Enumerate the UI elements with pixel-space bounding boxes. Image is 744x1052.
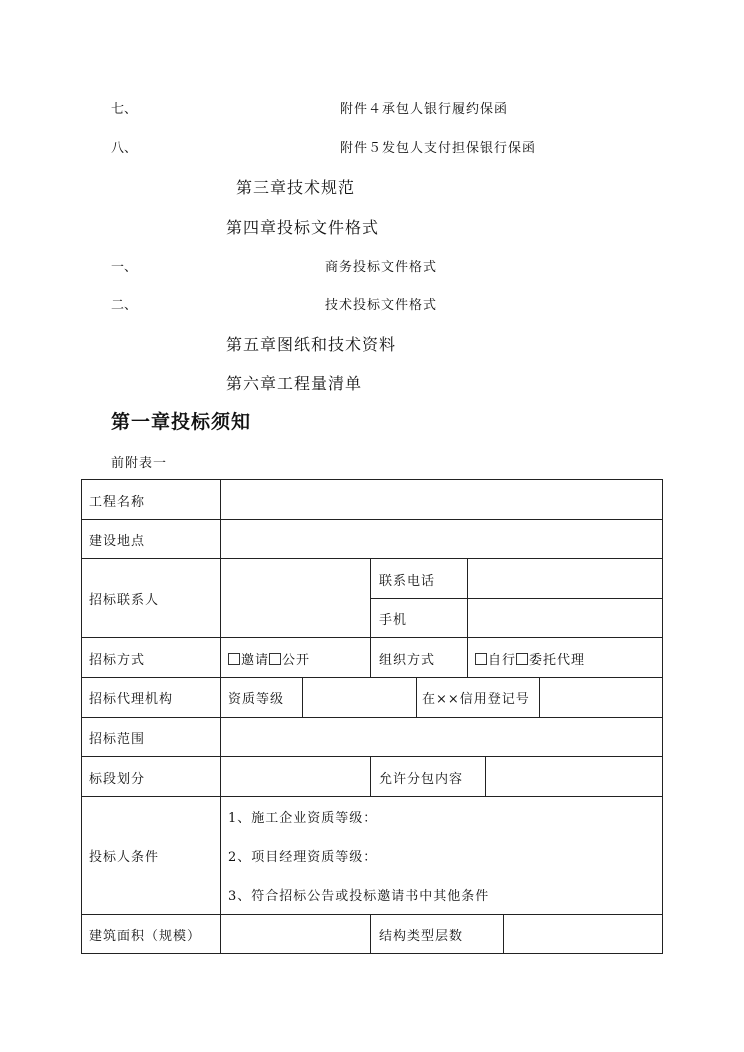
col-divider — [370, 756, 371, 796]
open-option-label: 公开 — [282, 653, 311, 668]
area-label: 建筑面积（规模） — [89, 929, 202, 944]
method-options — [228, 649, 310, 668]
row-divider — [370, 598, 663, 599]
col-divider — [220, 479, 221, 954]
bid-info-table — [81, 479, 663, 954]
toc-chapter-3: 第三章技术规范 — [236, 178, 356, 197]
structure-label: 结构类型层数 — [379, 929, 464, 944]
toc-chapter-4: 第四章投标文件格式 — [226, 218, 380, 237]
row-divider — [81, 796, 663, 797]
method-label: 招标方式 — [89, 653, 146, 668]
row-divider — [81, 637, 663, 638]
row-divider — [81, 677, 663, 678]
phone-label: 联系电话 — [379, 574, 436, 589]
qualification-label: 资质等级 — [228, 692, 285, 707]
org-method-options — [475, 649, 585, 668]
col-divider — [503, 914, 504, 954]
row-divider — [81, 558, 663, 559]
col-divider — [467, 637, 468, 677]
subcontract-label: 允许分包内容 — [379, 772, 464, 787]
toc-sub-2-num: 二、 — [111, 298, 138, 313]
location-label: 建设地点 — [89, 534, 146, 549]
condition-1: 1、施工企业资质等级： — [228, 811, 378, 826]
toc-item-7-text: 附件４承包人银行履约保函 — [340, 102, 509, 117]
scope-label: 招标范围 — [89, 732, 146, 747]
agent-option-label: 委托代理 — [529, 653, 586, 668]
self-checkbox[interactable] — [475, 653, 487, 665]
toc-chapter-6: 第六章工程量清单 — [226, 374, 363, 393]
org-method-label: 组织方式 — [379, 653, 436, 668]
row-divider — [81, 717, 663, 718]
row-divider — [81, 914, 663, 915]
row-divider — [81, 756, 663, 757]
bidder-conditions-label: 投标人条件 — [89, 850, 160, 865]
toc-sub-2-text: 技术投标文件格式 — [325, 298, 438, 313]
invite-option-label: 邀请 — [241, 653, 270, 668]
credit-label: 在××信用登记号 — [422, 692, 530, 707]
self-option-label: 自行 — [488, 653, 517, 668]
project-name-label: 工程名称 — [89, 495, 146, 510]
condition-2: 2、项目经理资质等级： — [228, 850, 378, 865]
col-divider — [416, 677, 417, 717]
table-caption: 前附表一 — [111, 456, 168, 471]
mobile-label: 手机 — [379, 613, 408, 628]
open-checkbox[interactable] — [269, 653, 281, 665]
toc-item-8-text: 附件５发包人支付担保银行保函 — [340, 141, 537, 156]
toc-sub-1-num: 一、 — [111, 260, 138, 275]
agency-label: 招标代理机构 — [89, 692, 174, 707]
col-divider — [485, 756, 486, 796]
toc-item-8-num: 八、 — [111, 141, 138, 156]
invite-checkbox[interactable] — [228, 653, 240, 665]
agent-checkbox[interactable] — [516, 653, 528, 665]
col-divider — [370, 558, 371, 637]
col-divider — [370, 914, 371, 954]
row-divider — [81, 519, 663, 520]
col-divider — [539, 677, 540, 717]
col-divider — [467, 558, 468, 637]
col-divider — [302, 677, 303, 717]
toc-chapter-5: 第五章图纸和技术资料 — [226, 335, 397, 354]
toc-sub-1-text: 商务投标文件格式 — [325, 260, 438, 275]
condition-3: 3、符合招标公告或投标邀请书中其他条件 — [228, 889, 490, 904]
section-heading: 第一章投标须知 — [111, 411, 252, 433]
lot-label: 标段划分 — [89, 772, 146, 787]
contact-label: 招标联系人 — [89, 593, 160, 608]
toc-item-7-num: 七、 — [111, 102, 138, 117]
col-divider — [370, 637, 371, 677]
